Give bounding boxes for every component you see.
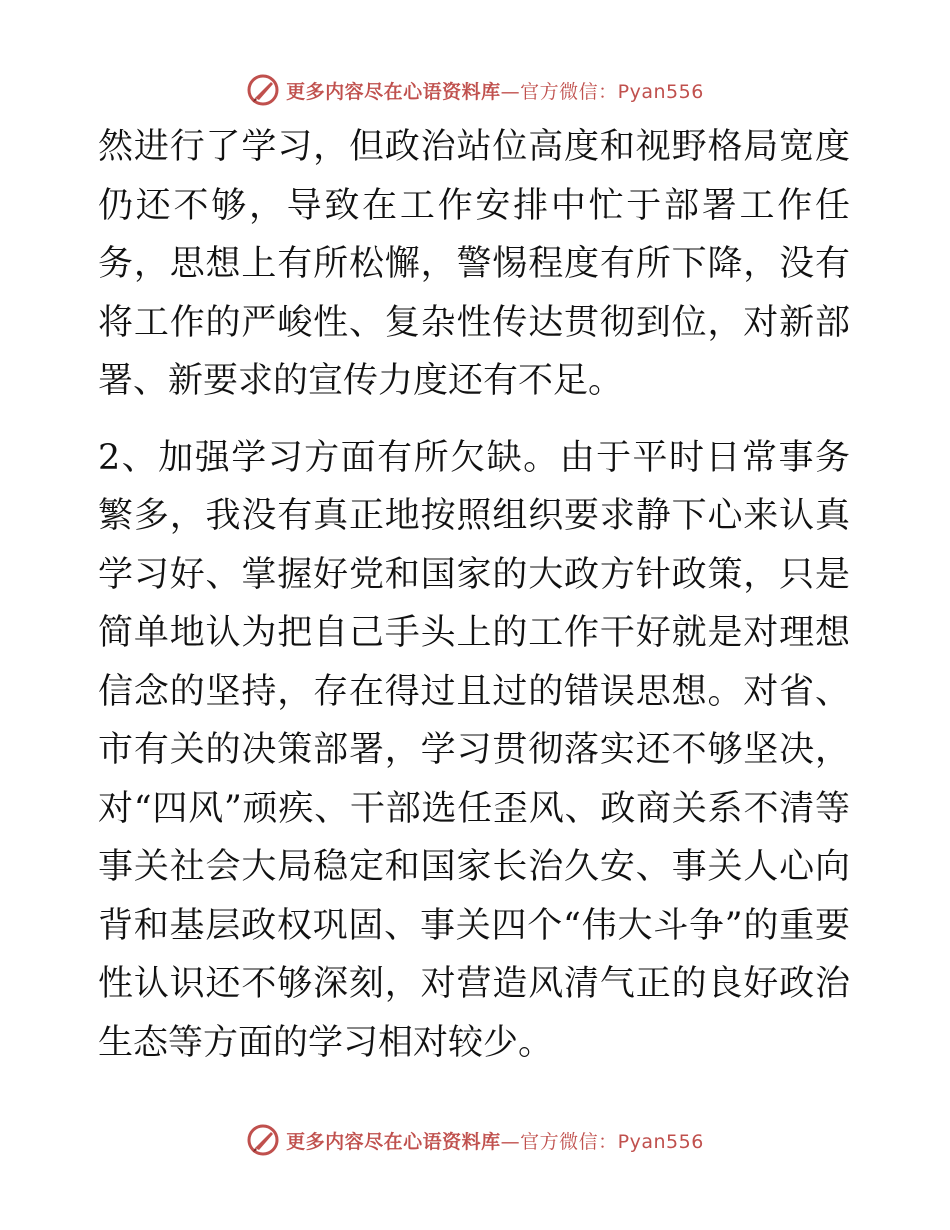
watermark-separator: —: [500, 80, 521, 103]
watermark-text: [286, 77, 704, 104]
quill-pen-logo-icon: [246, 73, 280, 107]
header-watermark: [0, 70, 950, 110]
watermark-separator: —: [500, 1130, 521, 1153]
paragraph-1: 然进行了学习，但政治站位高度和视野格局宽度仍还不够，导致在工作安排中忙于部署工作任务，思想上有所松懈，警惕程度有所下降，没有将工作的严峻性、复杂性传达贯彻到位，对新部署、新要求的宣传力度还有不足。: [98, 127, 850, 401]
watermark-brand: 更多内容尽在心语资料库: [286, 1130, 501, 1153]
watermark-wechat: 官方微信：Pyan556: [520, 1130, 704, 1153]
document-body: [98, 118, 850, 1072]
paragraph-2: 2、加强学习方面有所欠缺。由于平时日常事务繁多，我没有真正地按照组织要求静下心来认真学习好、掌握好党和国家的大政方针政策，只是简单地认为把自己手头上的工作干好就是对理想信念的坚持，存在得过且过的错误思想。对省、市有关的决策部署，学习贯彻落实还不够坚决，对“四风”顽疾、干部选任歪风、政商关系不清等事关社会大局稳定和国家长治久安、事关人心向背和基层政权巩固、事关四个“伟大斗争”的重要性认识还不够深刻，对营造风清气正的良好政治生态等方面的学习相对较少。: [98, 437, 850, 1063]
quill-pen-logo-icon: [246, 1123, 280, 1157]
watermark-brand: 更多内容尽在心语资料库: [286, 80, 501, 103]
watermark-text: [286, 1127, 704, 1154]
watermark-wechat: 官方微信：Pyan556: [520, 80, 704, 103]
footer-watermark: [0, 1120, 950, 1160]
